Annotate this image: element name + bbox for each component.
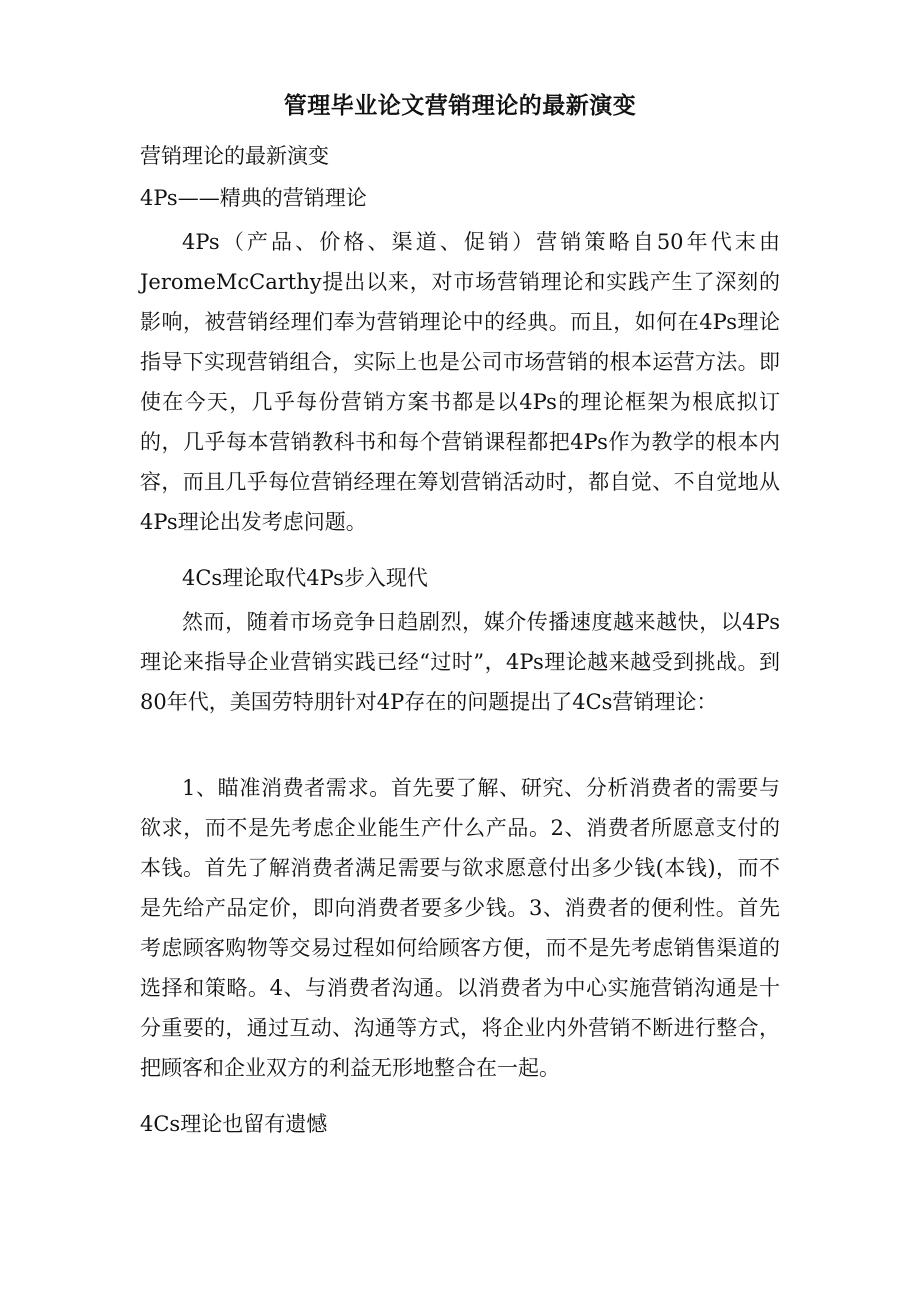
paragraph-4cs-intro: 然而，随着市场竞争日趋剧烈，媒介传播速度越来越快，以4Ps理论来指导企业营销实践已经“过时”，4Ps理论越来越受到挑战。到80年代，美国劳特朋针对4P存在的问题提出了4Cs营销理论： xyxy=(140,610,780,714)
section-heading-4cs: 4Cs理论取代4Ps步入现代 xyxy=(182,566,428,590)
section-heading-4ps: 4Ps——精典的营销理论 xyxy=(140,186,367,210)
document-title: 管理毕业论文营销理论的最新演变 xyxy=(283,92,637,119)
document-subtitle: 营销理论的最新演变 xyxy=(140,144,329,168)
paragraph-4cs-points: 1、瞄准消费者需求。首先要了解、研究、分析消费者的需要与欲求，而不是先考虑企业能生产什么产品。2、消费者所愿意支付的本钱。首先了解消费者满足需要与欲求愿意付出多少钱(本钱)，而不是先给产品定价，即向消费者要多少钱。3、消费者的便利性。首先考虑顾客购物等交易过程如何给顾客方便，而不是先考虑销售渠道的选择和策略。4、与消费者沟通。以消费者为中心实施营销沟通是十分重要的，通过互动、沟通等方式，将企业内外营销不断进行整合，把顾客和企业双方的利益无形地整合在一起。 xyxy=(140,776,780,1080)
paragraph-4ps: 4Ps（产品、价格、渠道、促销）营销策略自50年代末由JeromeMcCarthy提出以来，对市场营销理论和实践产生了深刻的影响，被营销经理们奉为营销理论中的经典。而且，如何在4Ps理论指导下实现营销组合，实际上也是公司市场营销的根本运营方法。即使在今天，几乎每份营销方案书都是以4Ps的理论框架为根底拟订的，几乎每本营销教科书和每个营销课程都把4Ps作为教学的根本内容，而且几乎每位营销经理在筹划营销活动时，都自觉、不自觉地从4Ps理论出发考虑问题。 xyxy=(140,230,780,534)
section-heading-regret: 4Cs理论也留有遗憾 xyxy=(140,1112,328,1136)
